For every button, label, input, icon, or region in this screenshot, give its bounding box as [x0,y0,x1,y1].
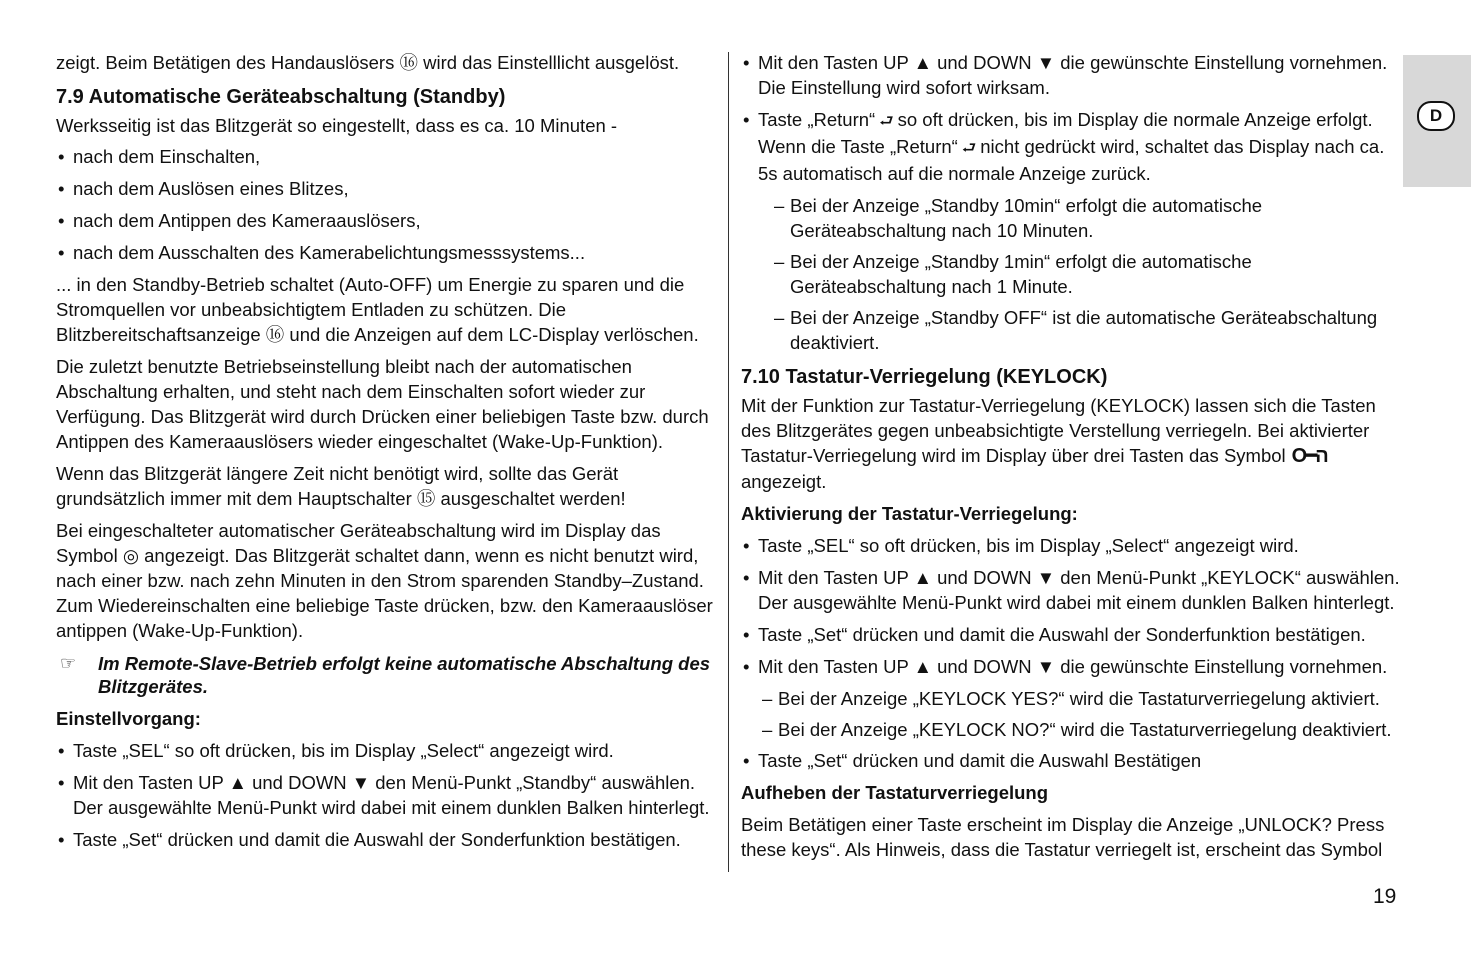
left-column [56,50,716,859]
language-badge: D [1417,101,1455,131]
list-item: – Bei der Anzeige „Standby OFF“ ist die automatische Geräteabschaltung deaktiviert. [774,305,1403,355]
list-item: – Bei der Anzeige „KEYLOCK NO?“ wird die Tastaturverriegelung deaktiviert. [762,717,1403,742]
bullet-list [741,748,1403,773]
bullet-list [56,738,716,852]
paragraph: ... in den Standby-Betrieb schaltet (Auto-OFF) um Energie zu sparen und die Stromquellen vor unbeabsichtigtem Entladen zu schützen. Die Blitzbereitschaftsanzeige ⑯ und die Anzeigen auf dem LC-Display verlöschen. [56,274,699,345]
list-item: • Taste „SEL“ so oft drücken, bis im Display „Select“ angezeigt wird. [56,738,716,763]
list-item: • Taste „Set“ drücken und damit die Auswahl Bestätigen [741,748,1403,773]
note-text: Im Remote-Slave-Betrieb erfolgt keine automatische Abschaltung des Blitzgerätes. [98,653,711,697]
paragraph [741,393,1403,494]
list-item: • nach dem Ausschalten des Kamerabelichtungsmesssystems... [56,240,716,265]
paragraph: Beim Betätigen einer Taste erscheint im Display die Anzeige „UNLOCK? Press these keys“. Als Hinweis, dass die Tastatur verriegelt ist, erscheint das Symbol [741,814,1385,860]
list-item: • Mit den Tasten UP ▲ und DOWN ▼ den Menü-Punkt „Standby“ auswählen. Der ausgewählte Menü-Punkt wird dabei mit einem dunklen Balken hinterlegt. [56,770,716,820]
list-item: – Bei der Anzeige „Standby 1min“ erfolgt die automatische Geräteabschaltung nach 1 Minute. [774,249,1403,299]
key-icon: O━ה [1291,445,1327,467]
bullet-list [56,144,716,265]
text: nicht gedrückt wird, schaltet das Display nach ca. 5s automatisch auf die normale Anzeige zurück. [758,136,1385,184]
list-item: • Taste „SEL“ so oft drücken, bis im Display „Select“ angezeigt wird. [741,533,1403,558]
return-arrow-icon: ⮐ [961,140,977,157]
text: Mit der Funktion zur Tastatur-Verriegelung (KEYLOCK) lassen sich die Tasten des Blitzgerätes gegen unbeabsichtigte Verstellung verriegeln. Bei aktivierter Tastatur-Verriegelung wird im Display über drei Tasten das Symbol [741,395,1376,466]
note [56,652,716,698]
page-number: 19 [1373,885,1397,908]
return-arrow-icon: ⮐ [879,113,894,130]
subheading: Einstellvorgang: [56,708,201,729]
subheading: Aufheben der Tastaturverriegelung [741,782,1049,803]
dash-list [774,193,1403,355]
bullet-list [741,50,1403,186]
list-item: • Taste „Set“ drücken und damit die Auswahl der Sonderfunktion bestätigen. [56,827,716,852]
paragraph: Bei eingeschalteter automatischer Geräteabschaltung wird im Display das Symbol ◎ angezeigt. Das Blitzgerät schaltet dann, wenn es nicht benutzt wird, nach einer bzw. nach zehn Minuten in den Strom sparenden Standby–Zustand. Zum Wiedereinschalten eine beliebige Taste drücken, bzw. den Kameraauslöser antippen (Wake-Up-Funktion). [56,520,713,641]
subheading: Aktivierung der Tastatur-Verriegelung: [741,503,1078,524]
section-heading-standby: 7.9 Automatische Geräteabschaltung (Standby) [56,86,506,108]
dash-list [762,686,1403,742]
text: so oft drücken, bis im Display die normale Anzeige erfolgt. Wenn die Taste „Return“ [758,109,1373,157]
text: angezeigt. [741,471,827,492]
section-heading-keylock: 7.10 Tastatur-Verriegelung (KEYLOCK) [741,366,1108,388]
paragraph: Wenn das Blitzgerät längere Zeit nicht benötigt wird, sollte das Gerät grundsätzlich immer mit dem Hauptschalter ⑮ ausgeschaltet werden! [56,463,626,509]
paragraph: Werksseitig ist das Blitzgerät so eingestellt, dass es ca. 10 Minuten - [56,115,618,136]
paragraph: Die zuletzt benutzte Betriebseinstellung bleibt nach der automatischen Abschaltung erhalten, und steht nach dem Einschalten sofort wieder zur Verfügung. Das Blitzgerät wird durch Drücken einer beliebigen Taste bzw. durch Antippen des Kameraauslösers wieder eingeschaltet (Wake-Up-Funktion). [56,356,709,452]
list-item: • nach dem Einschalten, [56,144,716,169]
pointing-hand-icon: ☞ [60,653,77,673]
list-item: – Bei der Anzeige „KEYLOCK YES?“ wird die Tastaturverriegelung aktiviert. [762,686,1403,711]
list-item: • nach dem Antippen des Kameraauslösers, [56,208,716,233]
bullet-list [741,533,1403,679]
language-tab [1403,55,1471,187]
text: Taste „Return“ [758,109,876,130]
list-item: • nach dem Auslösen eines Blitzes, [56,176,716,201]
list-item: • Mit den Tasten UP ▲ und DOWN ▼ die gewünschte Einstellung vornehmen. [741,654,1403,679]
right-column [741,50,1403,869]
list-item [741,107,1403,186]
list-item: • Taste „Set“ drücken und damit die Auswahl der Sonderfunktion bestätigen. [741,622,1403,647]
list-item: – Bei der Anzeige „Standby 10min“ erfolgt die automatische Geräteabschaltung nach 10 Minuten. [774,193,1403,243]
list-item: • Mit den Tasten UP ▲ und DOWN ▼ den Menü-Punkt „KEYLOCK“ auswählen. Der ausgewählte Menü-Punkt wird dabei mit einem dunklen Balken hinterlegt. [741,565,1403,615]
column-divider [728,52,729,872]
intro-paragraph: zeigt. Beim Betätigen des Handauslösers ⑯ wird das Einstelllicht ausgelöst. [56,52,680,73]
list-item: • Mit den Tasten UP ▲ und DOWN ▼ die gewünschte Einstellung vornehmen. Die Einstellung wird sofort wirksam. [741,50,1403,100]
